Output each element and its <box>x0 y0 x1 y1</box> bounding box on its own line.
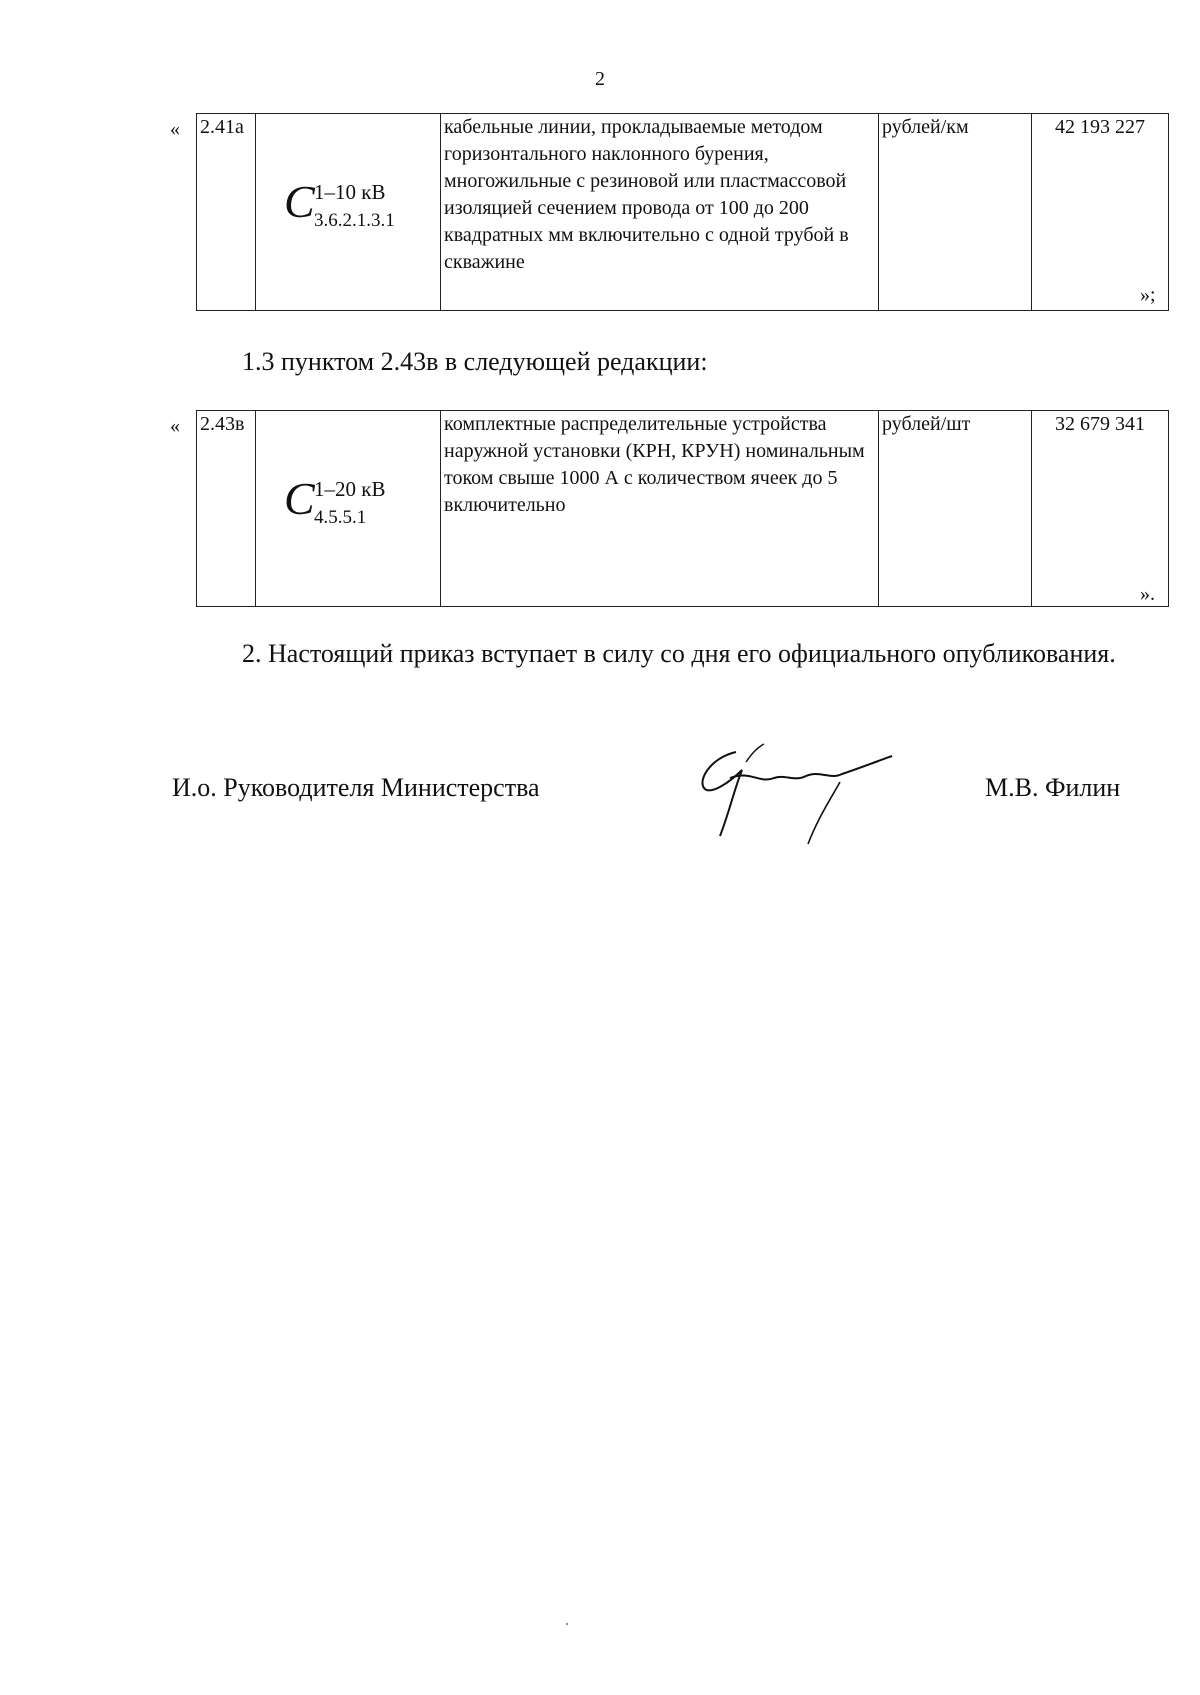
subpoint-heading: 1.3 пунктом 2.43в в следующей редакции: <box>242 347 708 376</box>
rate-symbol-cell <box>256 114 441 311</box>
formula-subscript: 3.6.2.1.3.1 <box>314 210 395 231</box>
signer-title: И.о. Руководителя Министерства <box>172 773 540 802</box>
paragraph-effective-date: 2. Настоящий приказ вступает в силу со дня его официального опубликования. <box>242 639 1116 668</box>
formula-superscript: 1–10 кВ <box>314 180 386 204</box>
item-unit: рублей/км <box>879 114 1032 311</box>
item-code: 2.43в <box>197 411 256 607</box>
page-number: 2 <box>595 68 605 90</box>
formula-subscript: 4.5.5.1 <box>314 507 367 528</box>
signer-name: М.В. Филин <box>985 773 1121 802</box>
item-code: 2.41а <box>197 114 256 311</box>
item-unit: рублей/шт <box>879 411 1032 607</box>
open-quote: « <box>170 118 180 140</box>
tariff-table-2-41a <box>196 113 1169 311</box>
item-description: комплектные распределительные устройства наружной установки (КРН, КРУН) номинальным током свыше 1000 А с количеством ячеек до 5 включительно <box>441 411 879 607</box>
rate-symbol-cell <box>256 411 441 607</box>
item-value: 42 193 227 <box>1032 114 1169 311</box>
scan-speck <box>566 1623 568 1625</box>
formula-superscript: 1–20 кВ <box>314 477 386 501</box>
table-row <box>197 411 1169 607</box>
formula-letter: C <box>284 473 315 524</box>
table-row <box>197 114 1169 311</box>
close-quote: »; <box>1140 284 1156 306</box>
close-quote: ». <box>1140 583 1155 605</box>
item-description: кабельные линии, прокладываемые методом горизонтального наклонного бурения, многожильные с резиновой или пластмассовой изоляцией сечением провода от 100 до 200 квадратных мм включительно с одной трубой в скважине <box>441 114 879 311</box>
item-value: 32 679 341 <box>1032 411 1169 607</box>
tariff-table-2-43v <box>196 410 1169 607</box>
formula-letter: C <box>284 176 315 227</box>
open-quote: « <box>170 415 180 437</box>
handwritten-signature <box>690 740 910 850</box>
